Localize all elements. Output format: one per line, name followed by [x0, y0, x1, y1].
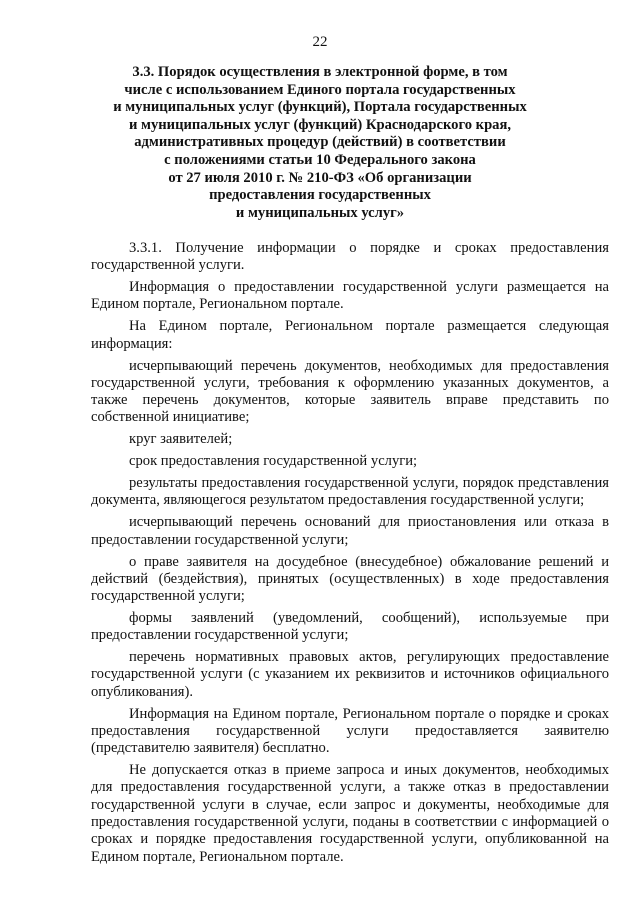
body-text [91, 240, 609, 871]
heading-line: и муниципальных услуг (функций), Портала государственных [113, 99, 527, 116]
paragraph: На Едином портале, Региональном портале размещается следующая информация: [91, 318, 609, 352]
paragraph: круг заявителей; [129, 431, 233, 448]
page-number: 22 [312, 34, 328, 50]
heading-line: и муниципальных услуг (функций) Краснодарского края, [128, 116, 512, 133]
paragraph: срок предоставления государственной услуги; [129, 453, 418, 470]
paragraph: Информация на Едином портале, Региональном портале о порядке и сроках предоставления государственной услуги предоставляется заявителю (представителю заявителя) бесплатно. [91, 705, 609, 757]
paragraph: Информация о предоставлении государственной услуги размещается на Едином портале, Региональном портале. [91, 279, 609, 313]
paragraph: исчерпывающий перечень документов, необходимых для предоставления государственной услуги, требования к оформлению указанных документов, а также перечень документов, которые заявитель вправе представить по собственной инициативе; [91, 357, 609, 426]
heading-line: с положениями статьи 10 Федерального закона [164, 151, 476, 168]
paragraph: 3.3.1. Получение информации о порядке и сроках предоставления государственной услуги. [91, 240, 609, 274]
paragraph: исчерпывающий перечень оснований для приостановления или отказа в предоставлении государственной услуги; [91, 514, 609, 548]
heading-line: 3.3. Порядок осуществления в электронной форме, в том [132, 64, 508, 80]
paragraph: результаты предоставления государственной услуги, порядок представления документа, являющегося результатом предоставления государственной услуги; [91, 475, 609, 509]
heading-line: от 27 июля 2010 г. № 210-ФЗ «Об организации [168, 169, 472, 186]
paragraph: о праве заявителя на досудебное (внесудебное) обжалование решений и действий (бездействия), принятых (осуществленных) в ходе предоставления государственной услуги; [91, 553, 609, 605]
paragraph: Не допускается отказ в приеме запроса и иных документов, необходимых для предоставления государственной услуги, а также отказ в предоставлении государственной услуги в случае, если запрос и документы, необходимые для предоставления государственной услуги, поданы в соответствии с информацией о сроках и порядке предоставления государственной услуги, опубликованной на Едином портале, Региональном портале. [91, 762, 609, 865]
section-heading [100, 64, 540, 222]
heading-line: предоставления государственных [209, 187, 431, 204]
heading-line: и муниципальных услуг» [235, 204, 405, 221]
paragraph: формы заявлений (уведомлений, сообщений), используемые при предоставлении государственной услуги; [91, 609, 609, 644]
paragraph: перечень нормативных правовых актов, регулирующих предоставление государственной услуги (с указанием их реквизитов и источников официального опубликования). [91, 649, 609, 700]
heading-line: числе с использованием Единого портала государственных [124, 81, 516, 98]
heading-line: административных процедур (действий) в соответствии [134, 134, 506, 151]
